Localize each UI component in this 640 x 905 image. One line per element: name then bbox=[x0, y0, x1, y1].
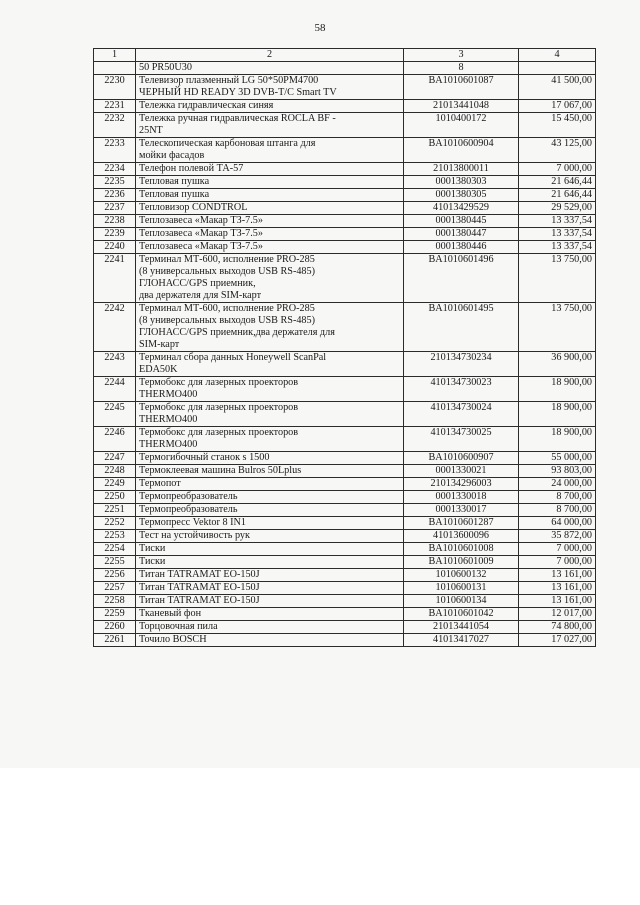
table-row bbox=[94, 176, 596, 189]
item-amount: 13 750,00 bbox=[519, 303, 596, 352]
inventory-code: BA1010601009 bbox=[404, 556, 519, 569]
continued-row-amount bbox=[519, 62, 596, 75]
item-amount: 17 027,00 bbox=[519, 634, 596, 647]
table-row bbox=[94, 608, 596, 621]
item-name: Тепловизор CONDTROL bbox=[136, 202, 404, 215]
continued-row-num bbox=[94, 62, 136, 75]
row-number: 2248 bbox=[94, 465, 136, 478]
item-amount: 21 646,44 bbox=[519, 176, 596, 189]
table-row bbox=[94, 138, 596, 163]
item-amount: 13 337,54 bbox=[519, 228, 596, 241]
inventory-code: 0001380446 bbox=[404, 241, 519, 254]
item-amount: 55 000,00 bbox=[519, 452, 596, 465]
item-name: Теплозавеса «Макар ТЗ-7.5» bbox=[136, 228, 404, 241]
item-amount: 15 450,00 bbox=[519, 113, 596, 138]
row-number: 2243 bbox=[94, 352, 136, 377]
item-name: Тест на устойчивость рук bbox=[136, 530, 404, 543]
row-number: 2253 bbox=[94, 530, 136, 543]
inventory-code: 0001330018 bbox=[404, 491, 519, 504]
item-name: Термобокс для лазерных проекторов THERMO400 bbox=[136, 377, 404, 402]
item-name: Телескопическая карбоновая штанга для мойки фасадов bbox=[136, 138, 404, 163]
column-header-4: 4 bbox=[519, 49, 596, 62]
item-amount: 13 337,54 bbox=[519, 241, 596, 254]
inventory-table bbox=[93, 48, 596, 647]
row-number: 2246 bbox=[94, 427, 136, 452]
row-number: 2235 bbox=[94, 176, 136, 189]
item-name: Терминал МТ-600, исполнение PRO-285 (8 универсальных выходов USB RS-485) ГЛОНАСС/GPS приемник, два держателя для SIM-карт bbox=[136, 254, 404, 303]
row-number: 2232 bbox=[94, 113, 136, 138]
item-amount: 17 067,00 bbox=[519, 100, 596, 113]
inventory-code: BA1010601287 bbox=[404, 517, 519, 530]
table-row bbox=[94, 465, 596, 478]
row-number: 2254 bbox=[94, 543, 136, 556]
item-name: Термопот bbox=[136, 478, 404, 491]
item-amount: 13 337,54 bbox=[519, 215, 596, 228]
item-amount: 18 900,00 bbox=[519, 377, 596, 402]
inventory-code: 410134730025 bbox=[404, 427, 519, 452]
item-name: Титан TATRAMAT EO-150J bbox=[136, 595, 404, 608]
item-name: Торцовочная пила bbox=[136, 621, 404, 634]
row-number: 2252 bbox=[94, 517, 136, 530]
table-row bbox=[94, 530, 596, 543]
page-number: 58 bbox=[314, 22, 326, 34]
item-name: Термогибочный станок s 1500 bbox=[136, 452, 404, 465]
row-number: 2251 bbox=[94, 504, 136, 517]
item-amount: 64 000,00 bbox=[519, 517, 596, 530]
inventory-code: 41013429529 bbox=[404, 202, 519, 215]
table-row bbox=[94, 582, 596, 595]
table-row bbox=[94, 241, 596, 254]
item-amount: 13 161,00 bbox=[519, 595, 596, 608]
item-name: Тепловая пушка bbox=[136, 176, 404, 189]
item-amount: 36 900,00 bbox=[519, 352, 596, 377]
item-name: Терминал МТ-600, исполнение PRO-285 (8 универсальных выходов USB RS-485) ГЛОНАСС/GPS приемник,два держателя для SIM-карт bbox=[136, 303, 404, 352]
item-amount: 24 000,00 bbox=[519, 478, 596, 491]
item-name: Тележка ручная гидравлическая ROCLA BF - 25NT bbox=[136, 113, 404, 138]
row-number: 2258 bbox=[94, 595, 136, 608]
inventory-code: 21013800011 bbox=[404, 163, 519, 176]
item-amount: 13 161,00 bbox=[519, 582, 596, 595]
table-row bbox=[94, 491, 596, 504]
continued-row-code: 8 bbox=[404, 62, 519, 75]
inventory-code: 0001330017 bbox=[404, 504, 519, 517]
table-row bbox=[94, 478, 596, 491]
column-header-3: 3 bbox=[404, 49, 519, 62]
inventory-code: 41013600096 bbox=[404, 530, 519, 543]
row-number: 2233 bbox=[94, 138, 136, 163]
item-amount: 7 000,00 bbox=[519, 543, 596, 556]
inventory-code: 1010600132 bbox=[404, 569, 519, 582]
row-number: 2247 bbox=[94, 452, 136, 465]
table-row bbox=[94, 517, 596, 530]
row-number: 2256 bbox=[94, 569, 136, 582]
item-name: Термопреобразователь bbox=[136, 504, 404, 517]
item-name: Титан TATRAMAT EO-150J bbox=[136, 582, 404, 595]
row-number: 2237 bbox=[94, 202, 136, 215]
table-row bbox=[94, 621, 596, 634]
item-name: Термопресс Vektor 8 IN1 bbox=[136, 517, 404, 530]
row-number: 2236 bbox=[94, 189, 136, 202]
inventory-code: 1010600134 bbox=[404, 595, 519, 608]
item-amount: 8 700,00 bbox=[519, 491, 596, 504]
item-amount: 74 800,00 bbox=[519, 621, 596, 634]
item-name: Тиски bbox=[136, 556, 404, 569]
item-name: Точило BOSCH bbox=[136, 634, 404, 647]
item-amount: 13 161,00 bbox=[519, 569, 596, 582]
column-number-header-row bbox=[94, 49, 596, 62]
item-amount: 18 900,00 bbox=[519, 402, 596, 427]
row-number: 2245 bbox=[94, 402, 136, 427]
inventory-code: 0001380305 bbox=[404, 189, 519, 202]
item-name: Термобокс для лазерных проекторов THERMO400 bbox=[136, 402, 404, 427]
table-row bbox=[94, 113, 596, 138]
inventory-code: BA1010601008 bbox=[404, 543, 519, 556]
table-row bbox=[94, 543, 596, 556]
item-name: Теплозавеса «Макар ТЗ-7.5» bbox=[136, 241, 404, 254]
item-amount: 41 500,00 bbox=[519, 75, 596, 100]
item-amount: 8 700,00 bbox=[519, 504, 596, 517]
row-number: 2259 bbox=[94, 608, 136, 621]
inventory-code: BA1010601042 bbox=[404, 608, 519, 621]
table-row bbox=[94, 569, 596, 582]
inventory-code: BA1010601496 bbox=[404, 254, 519, 303]
inventory-code: BA1010601087 bbox=[404, 75, 519, 100]
inventory-code: 210134296003 bbox=[404, 478, 519, 491]
inventory-code: 0001330021 bbox=[404, 465, 519, 478]
inventory-table-body bbox=[94, 49, 596, 647]
inventory-code: BA1010601495 bbox=[404, 303, 519, 352]
inventory-code: 1010600131 bbox=[404, 582, 519, 595]
item-amount: 43 125,00 bbox=[519, 138, 596, 163]
row-number: 2242 bbox=[94, 303, 136, 352]
item-amount: 35 872,00 bbox=[519, 530, 596, 543]
table-row bbox=[94, 595, 596, 608]
table-row bbox=[94, 634, 596, 647]
item-amount: 13 750,00 bbox=[519, 254, 596, 303]
item-name: Тиски bbox=[136, 543, 404, 556]
inventory-code: 0001380445 bbox=[404, 215, 519, 228]
row-number: 2231 bbox=[94, 100, 136, 113]
item-amount: 29 529,00 bbox=[519, 202, 596, 215]
item-name: Термобокс для лазерных проекторов THERMO400 bbox=[136, 427, 404, 452]
item-name: Тканевый фон bbox=[136, 608, 404, 621]
continued-row bbox=[94, 62, 596, 75]
item-amount: 93 803,00 bbox=[519, 465, 596, 478]
item-name: Термопреобразователь bbox=[136, 491, 404, 504]
row-number: 2255 bbox=[94, 556, 136, 569]
row-number: 2234 bbox=[94, 163, 136, 176]
table-row bbox=[94, 427, 596, 452]
item-amount: 12 017,00 bbox=[519, 608, 596, 621]
inventory-code: 1010400172 bbox=[404, 113, 519, 138]
item-amount: 7 000,00 bbox=[519, 556, 596, 569]
item-amount: 21 646,44 bbox=[519, 189, 596, 202]
item-name: Теплозавеса «Макар ТЗ-7.5» bbox=[136, 215, 404, 228]
inventory-code: 21013441048 bbox=[404, 100, 519, 113]
row-number: 2238 bbox=[94, 215, 136, 228]
inventory-code: 210134730234 bbox=[404, 352, 519, 377]
row-number: 2250 bbox=[94, 491, 136, 504]
inventory-code: 21013441054 bbox=[404, 621, 519, 634]
table-row bbox=[94, 254, 596, 303]
table-row bbox=[94, 303, 596, 352]
table-row bbox=[94, 352, 596, 377]
row-number: 2241 bbox=[94, 254, 136, 303]
row-number: 2240 bbox=[94, 241, 136, 254]
table-row bbox=[94, 189, 596, 202]
table-row bbox=[94, 556, 596, 569]
item-name: Телефон полевой ТА-57 bbox=[136, 163, 404, 176]
item-name: Тепловая пушка bbox=[136, 189, 404, 202]
inventory-code: 41013417027 bbox=[404, 634, 519, 647]
table-row bbox=[94, 100, 596, 113]
table-row bbox=[94, 215, 596, 228]
item-amount: 7 000,00 bbox=[519, 163, 596, 176]
table-row bbox=[94, 377, 596, 402]
inventory-code: 410134730024 bbox=[404, 402, 519, 427]
item-name: Телевизор плазменный LG 50*50PM4700 ЧЕРНЫЙ HD READY 3D DVB-T/C Smart TV bbox=[136, 75, 404, 100]
item-name: Титан TATRAMAT EO-150J bbox=[136, 569, 404, 582]
item-name: Тележка гидравлическая синяя bbox=[136, 100, 404, 113]
table-row bbox=[94, 402, 596, 427]
table-row bbox=[94, 504, 596, 517]
row-number: 2239 bbox=[94, 228, 136, 241]
column-header-1: 1 bbox=[94, 49, 136, 62]
row-number: 2249 bbox=[94, 478, 136, 491]
inventory-code: BA1010600904 bbox=[404, 138, 519, 163]
row-number: 2244 bbox=[94, 377, 136, 402]
row-number: 2261 bbox=[94, 634, 136, 647]
table-row bbox=[94, 452, 596, 465]
inventory-code: 0001380303 bbox=[404, 176, 519, 189]
item-name: Терминал сбора данных Honeywell ScanPal EDA50K bbox=[136, 352, 404, 377]
inventory-code: BA1010600907 bbox=[404, 452, 519, 465]
item-amount: 18 900,00 bbox=[519, 427, 596, 452]
row-number: 2230 bbox=[94, 75, 136, 100]
row-number: 2257 bbox=[94, 582, 136, 595]
item-name: Термоклеевая машина Bulros 50Lplus bbox=[136, 465, 404, 478]
table-row bbox=[94, 75, 596, 100]
column-header-2: 2 bbox=[136, 49, 404, 62]
continued-row-name: 50 PR50U30 bbox=[136, 62, 404, 75]
inventory-code: 0001380447 bbox=[404, 228, 519, 241]
row-number: 2260 bbox=[94, 621, 136, 634]
table-row bbox=[94, 202, 596, 215]
table-row bbox=[94, 163, 596, 176]
table-row bbox=[94, 228, 596, 241]
inventory-code: 410134730023 bbox=[404, 377, 519, 402]
